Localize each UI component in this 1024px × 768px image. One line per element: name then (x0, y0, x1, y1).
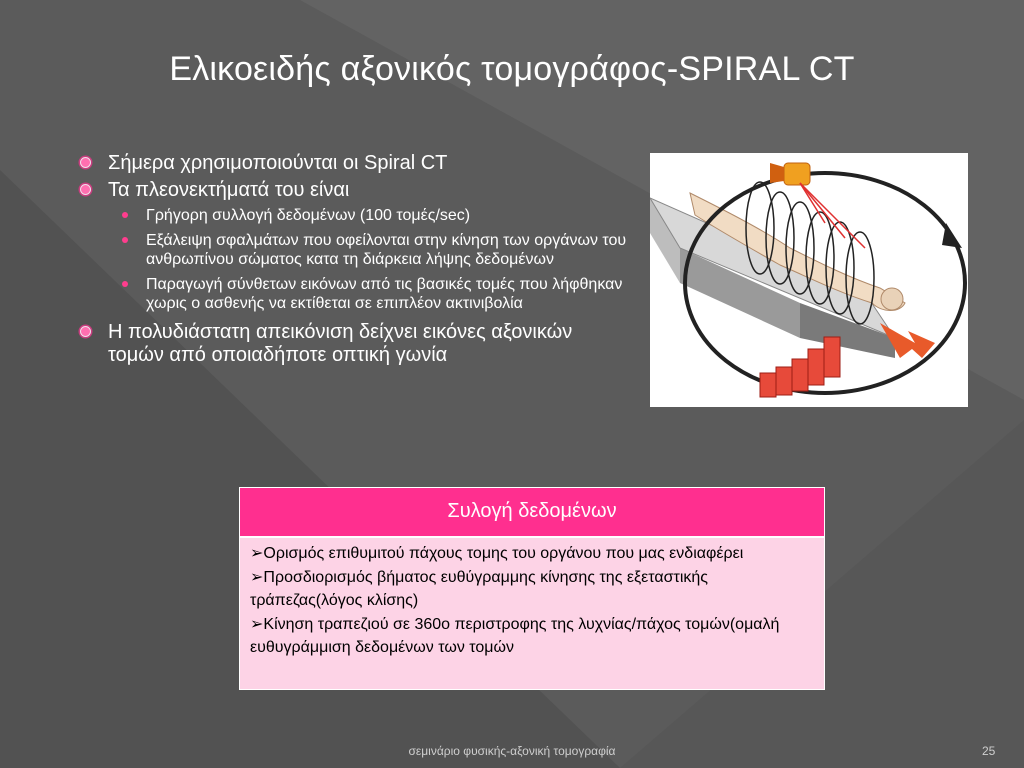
sub-bullet-dot-icon (122, 281, 128, 287)
table-body (240, 538, 824, 689)
bullet-text: Τα πλεονεκτήματά του είναι (108, 179, 350, 201)
sub-bullet-item (70, 275, 630, 313)
bullet-item (70, 321, 630, 367)
bullet-list (70, 152, 630, 371)
bullet-marker-icon (80, 157, 91, 168)
bullet-text: Σήμερα χρησιμοποιούνται οι Spiral CT (108, 152, 448, 174)
footer-text: σεμινάριο φυσικής-αξονική τομογραφία (408, 744, 616, 758)
bullet-item (70, 152, 630, 175)
sub-bullet-text: Εξάλειψη σφαλμάτων που οφείλονται στην κίνηση των οργάνων του ανθρωπίνου σώματος κατα τη διάρκεια λήψης δεδομένων (146, 232, 627, 268)
table-row: ➢Προσδιορισμός βήματος ευθύγραμμης κίνησης της εξεταστικής τράπεζας(λόγος κλίσης) (250, 568, 708, 609)
table-row: ➢Ορισμός επιθυμιτού πάχους τομης του οργάνου που μας ενδιαφέρει (250, 545, 744, 562)
spiral-ct-illustration (650, 153, 968, 407)
sub-bullet-text: Γρήγορη συλλογή δεδομένων (100 τομές/sec) (146, 207, 471, 224)
sub-bullet-dot-icon (122, 237, 128, 243)
sub-bullet-text: Παραγωγή σύνθετων εικόνων από τις βασικές τομές που λήφθηκαν χωρις ο ασθενής να εκτίθεται σε επιπλέον ακτινιβολία (146, 276, 623, 312)
slide-title: Ελικοειδής αξονικός τομογράφος-SPIRAL CT (169, 50, 855, 88)
bullet-text: Η πολυδιάστατη απεικόνιση δείχνει εικόνες αξονικών τομών από οποιαδήποτε οπτική γωνία (108, 321, 573, 366)
bullet-marker-icon (80, 184, 91, 195)
data-collection-table (239, 487, 825, 690)
page-number: 25 (982, 744, 996, 758)
table-row: ➢Κίνηση τραπεζιού σε 360ο περιστροφης της λυχνίας/πάχος τομών(ομαλή ευθυγράμμιση δεδομένων των τομών (250, 615, 780, 656)
sub-bullet-dot-icon (122, 212, 128, 218)
spiral-ct-drawing (650, 153, 968, 407)
sub-bullet-item (70, 231, 630, 269)
bullet-item (70, 179, 630, 202)
bullet-marker-icon (80, 326, 91, 337)
sub-bullet-item (70, 206, 630, 225)
table-header: Συλογή δεδομένων (240, 488, 824, 538)
